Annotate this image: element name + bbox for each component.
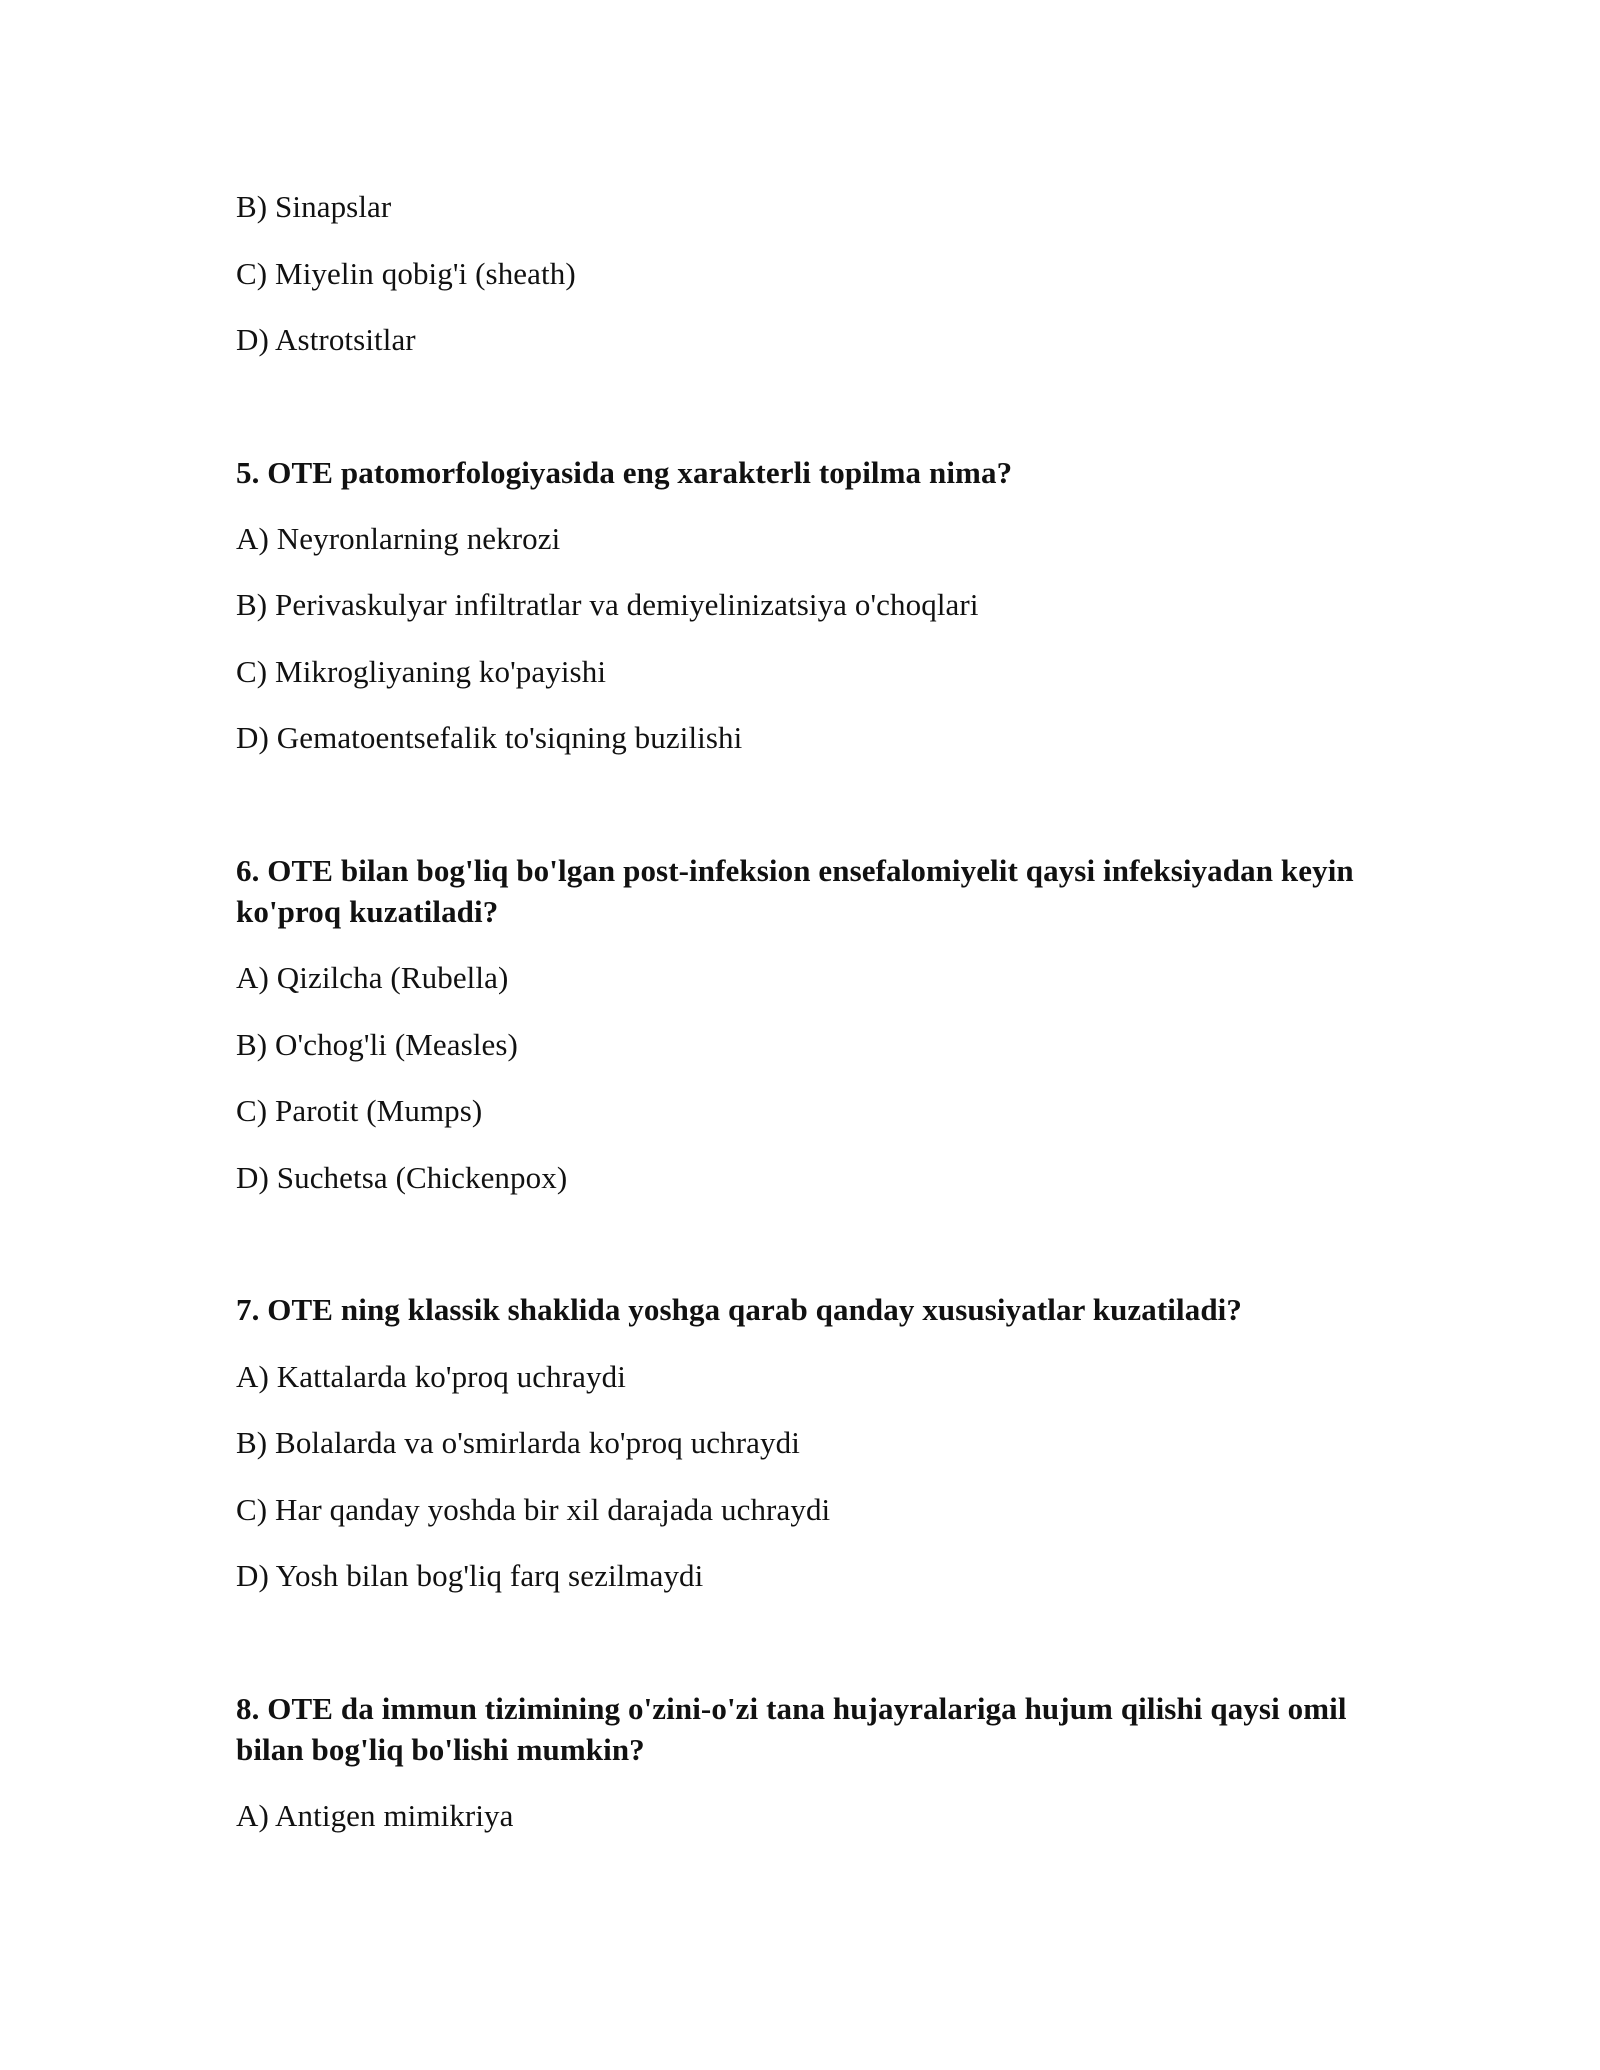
- answer-option: D) Suchetsa (Chickenpox): [236, 1160, 568, 1195]
- question-heading: 5. OTE patomorfologiyasida eng xarakterli topilma nima?: [236, 455, 1013, 490]
- question-heading: 6. OTE bilan bog'liq bo'lgan post-infeksion ensefalomiyelit qaysi infeksiyadan keyin: [236, 853, 1354, 888]
- answer-option: A) Antigen mimikriya: [236, 1798, 514, 1833]
- answer-option: C) Parotit (Mumps): [236, 1093, 483, 1128]
- answer-option: A) Qizilcha (Rubella): [236, 960, 509, 995]
- answer-option: A) Kattalarda ko'proq uchraydi: [236, 1359, 626, 1394]
- answer-option: A) Neyronlarning nekrozi: [236, 521, 561, 556]
- answer-option: D) Astrotsitlar: [236, 322, 416, 357]
- question-heading: 8. OTE da immun tizimining o'zini-o'zi tana hujayralariga hujum qilishi qaysi omil: [236, 1691, 1347, 1726]
- question-heading-continuation: bilan bog'liq bo'lishi mumkin?: [236, 1732, 645, 1767]
- question-heading-continuation: ko'proq kuzatiladi?: [236, 894, 499, 929]
- answer-option: D) Yosh bilan bog'liq farq sezilmaydi: [236, 1558, 704, 1593]
- answer-option: B) O'chog'li (Measles): [236, 1027, 518, 1062]
- answer-option: C) Mikrogliyaning ko'payishi: [236, 654, 607, 689]
- answer-option: B) Bolalarda va o'smirlarda ko'proq uchraydi: [236, 1425, 800, 1460]
- answer-option: B) Perivaskulyar infiltratlar va demiyelinizatsiya o'choqlari: [236, 587, 979, 622]
- question-heading: 7. OTE ning klassik shaklida yoshga qarab qanday xususiyatlar kuzatiladi?: [236, 1292, 1242, 1327]
- answer-option: D) Gematoentsefalik to'siqning buzilishi: [236, 720, 743, 755]
- answer-option: C) Miyelin qobig'i (sheath): [236, 256, 576, 291]
- answer-option: C) Har qanday yoshda bir xil darajada uchraydi: [236, 1492, 831, 1527]
- answer-option: B) Sinapslar: [236, 189, 392, 224]
